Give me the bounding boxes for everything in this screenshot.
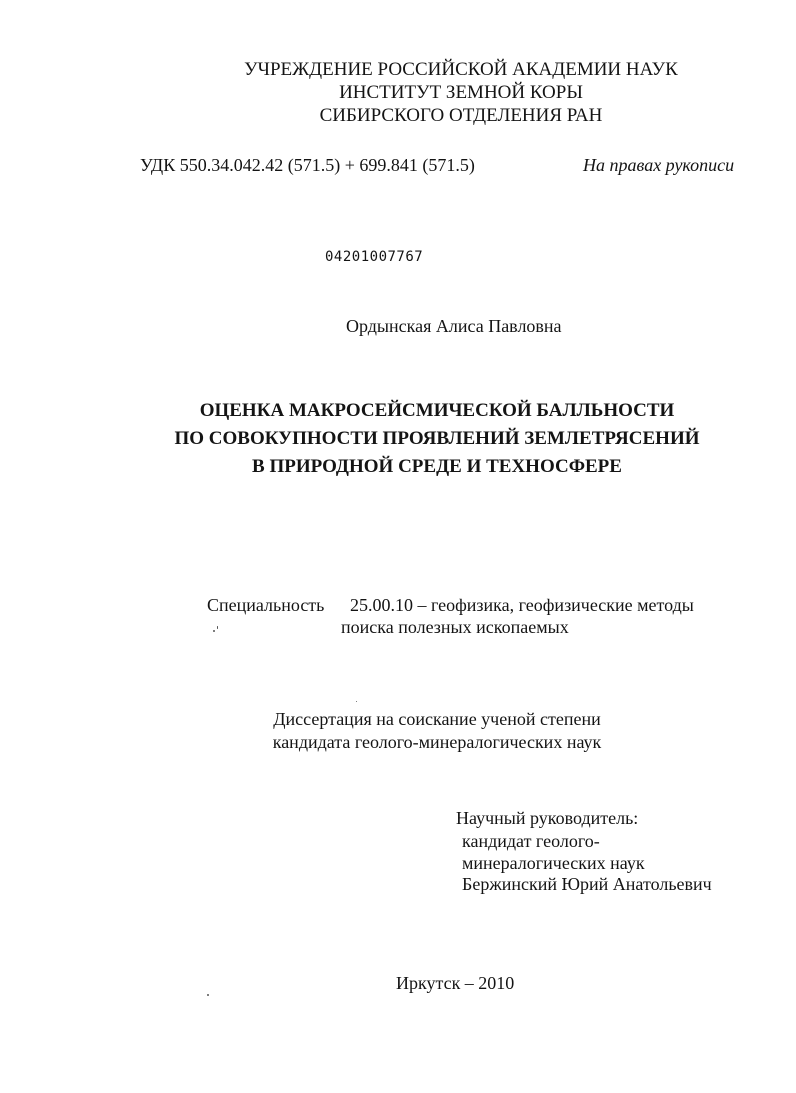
rights-note: На правах рукописи <box>583 155 735 175</box>
specialty-label: Специальность <box>207 595 325 615</box>
scan-speck <box>207 994 209 996</box>
degree-line-2: кандидата геолого-минералогических наук <box>272 732 602 752</box>
dissertation-title <box>0 397 796 481</box>
specialty-code: 25.00.10 – геофизика, геофизические методы <box>350 595 694 615</box>
institution-line-3: СИБИРСКОГО ОТДЕЛЕНИЯ РАН <box>319 105 603 126</box>
institution-line-2: ИНСТИТУТ ЗЕМНОЙ КОРЫ <box>339 82 583 103</box>
udc-code: УДК 550.34.042.42 (571.5) + 699.841 (571.5) <box>140 155 475 175</box>
supervisor-name: Бержинский Юрий Анатольевич <box>462 874 712 894</box>
institution-block <box>0 58 796 127</box>
supervisor-line-1: кандидат геолого- <box>462 831 600 851</box>
degree-block <box>0 708 796 754</box>
supervisor-line-2: минералогических наук <box>462 853 645 873</box>
barcode-number: 04201007767 <box>325 249 424 265</box>
scan-speck <box>356 701 357 702</box>
title-line-2: ПО СОВОКУПНОСТИ ПРОЯВЛЕНИЙ ЗЕМЛЕТРЯСЕНИЙ <box>174 428 700 449</box>
title-line-3: В ПРИРОДНОЙ СРЕДЕ И ТЕХНОСФЕРЕ <box>252 456 622 477</box>
specialty-continuation: поиска полезных ископаемых <box>341 617 569 637</box>
institution-line-1: УЧРЕЖДЕНИЕ РОССИЙСКОЙ АКАДЕМИИ НАУК <box>244 59 678 80</box>
supervisor-heading: Научный руководитель: <box>456 808 639 828</box>
scan-speck <box>213 630 215 632</box>
title-line-1: ОЦЕНКА МАКРОСЕЙСМИЧЕСКОЙ БАЛЛЬНОСТИ <box>199 400 675 421</box>
scan-speck <box>217 626 218 629</box>
place-year: Иркутск – 2010 <box>396 973 515 993</box>
author-name: Ордынская Алиса Павловна <box>346 316 562 336</box>
degree-line-1: Диссертация на соискание ученой степени <box>273 709 601 729</box>
